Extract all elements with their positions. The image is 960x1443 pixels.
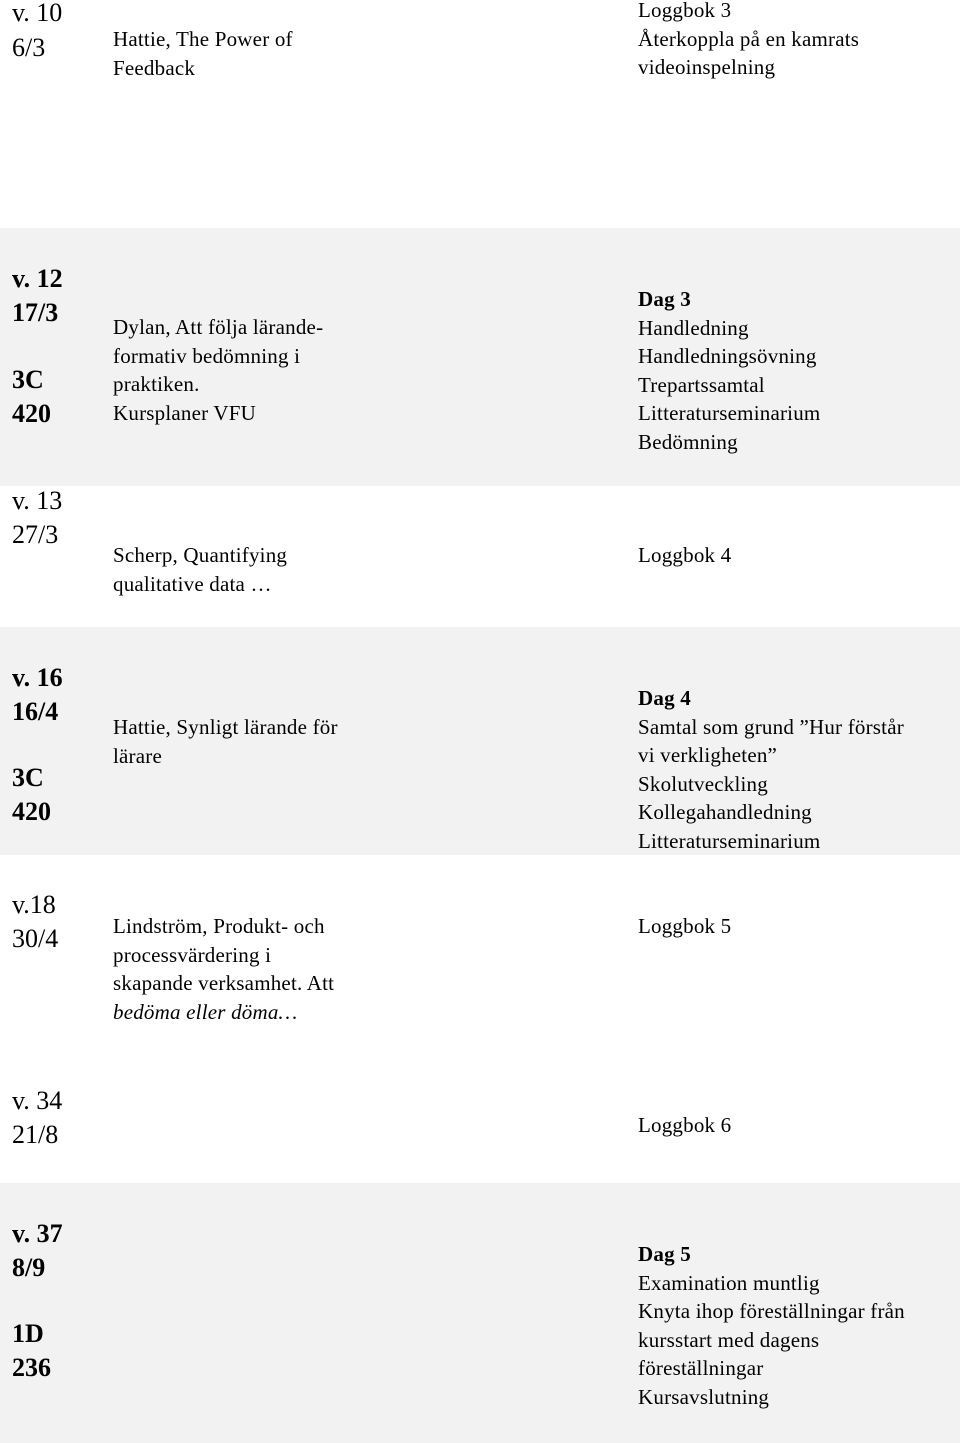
literature-line: Lindström, Produkt- och xyxy=(113,914,325,938)
literature-cell xyxy=(113,912,334,1026)
week-number: v.18 xyxy=(12,890,56,919)
activity-line: Loggbok 5 xyxy=(638,914,732,938)
literature-line: qualitative data … xyxy=(113,571,272,596)
activity-line: Litteraturseminarium xyxy=(638,828,821,853)
activity-line: Återkoppla på en kamrats xyxy=(638,26,860,51)
activity-line: Skolutveckling xyxy=(638,771,768,796)
activity-heading: Dag 3 xyxy=(638,287,691,311)
activity-heading: Dag 4 xyxy=(638,686,691,710)
literature-cell xyxy=(113,713,338,770)
literature-cell xyxy=(113,541,287,598)
week-date: 21/8 xyxy=(12,1120,59,1149)
literature-cell xyxy=(113,313,323,427)
activity-line: Kollegahandledning xyxy=(638,800,812,824)
activity-cell xyxy=(638,684,904,855)
week-number: v. 34 xyxy=(12,1086,63,1115)
course-code: 1D xyxy=(12,1319,44,1348)
literature-line: Hattie, Synligt lärande för xyxy=(113,715,338,739)
literature-line: praktiken. xyxy=(113,372,200,396)
literature-line: Kursplaner VFU xyxy=(113,400,256,425)
room-number: 420 xyxy=(12,399,51,428)
activity-heading: Dag 5 xyxy=(638,1242,691,1266)
course-code: 3C xyxy=(12,763,44,792)
activity-line: Samtal som grund ”Hur förstår xyxy=(638,714,904,739)
literature-line: lärare xyxy=(113,743,162,768)
week-date: 30/4 xyxy=(12,924,59,953)
week-date: 16/4 xyxy=(12,697,59,726)
activity-line: föreställningar xyxy=(638,1356,764,1380)
course-code: 3C xyxy=(12,365,44,394)
activity-cell xyxy=(638,0,859,82)
activity-cell xyxy=(638,541,731,570)
activity-line: Trepartssamtal xyxy=(638,372,765,397)
literature-line: Dylan, Att följa lärande- xyxy=(113,315,324,339)
literature-line: Scherp, Quantifying xyxy=(113,543,288,567)
activity-cell xyxy=(638,912,731,941)
activity-cell xyxy=(638,1240,905,1411)
activity-cell xyxy=(638,1111,731,1140)
activity-cell xyxy=(638,285,820,456)
activity-line: Loggbok 4 xyxy=(638,543,732,567)
week-date: 6/3 xyxy=(12,33,46,62)
literature-cell xyxy=(113,25,293,82)
week-date: 27/3 xyxy=(12,520,59,549)
week-date: 17/3 xyxy=(12,298,59,327)
week-number: v. 13 xyxy=(12,486,63,515)
activity-line: kursstart med dagens xyxy=(638,1327,820,1352)
literature-line: Feedback xyxy=(113,55,196,80)
literature-line-italic: bedöma eller döma… xyxy=(113,999,298,1024)
literature-line: processvärdering i xyxy=(113,942,272,967)
week-number: v. 12 xyxy=(12,264,63,293)
activity-line: Knyta ihop föreställningar från xyxy=(638,1299,905,1323)
week-number: v. 37 xyxy=(12,1219,63,1248)
activity-line: Litteraturseminarium xyxy=(638,401,821,425)
activity-line: Examination muntlig xyxy=(638,1270,820,1295)
room-number: 420 xyxy=(12,797,51,826)
activity-line: Kursavslutning xyxy=(638,1384,770,1409)
literature-line: skapande verksamhet. Att xyxy=(113,971,335,995)
activity-line: Bedömning xyxy=(638,429,738,454)
room-number: 236 xyxy=(12,1353,51,1382)
week-number: v. 10 xyxy=(12,0,63,27)
activity-line: Handledningsövning xyxy=(638,344,817,368)
activity-line: Loggbok 3 xyxy=(638,0,732,22)
week-date: 8/9 xyxy=(12,1253,46,1282)
week-number: v. 16 xyxy=(12,663,63,692)
activity-line: Handledning xyxy=(638,315,749,340)
literature-line: formativ bedömning i xyxy=(113,343,301,368)
literature-line: Hattie, The Power of xyxy=(113,27,293,51)
activity-line: Loggbok 6 xyxy=(638,1113,732,1137)
activity-line: videoinspelning xyxy=(638,55,776,79)
activity-line: vi verkligheten” xyxy=(638,743,778,767)
